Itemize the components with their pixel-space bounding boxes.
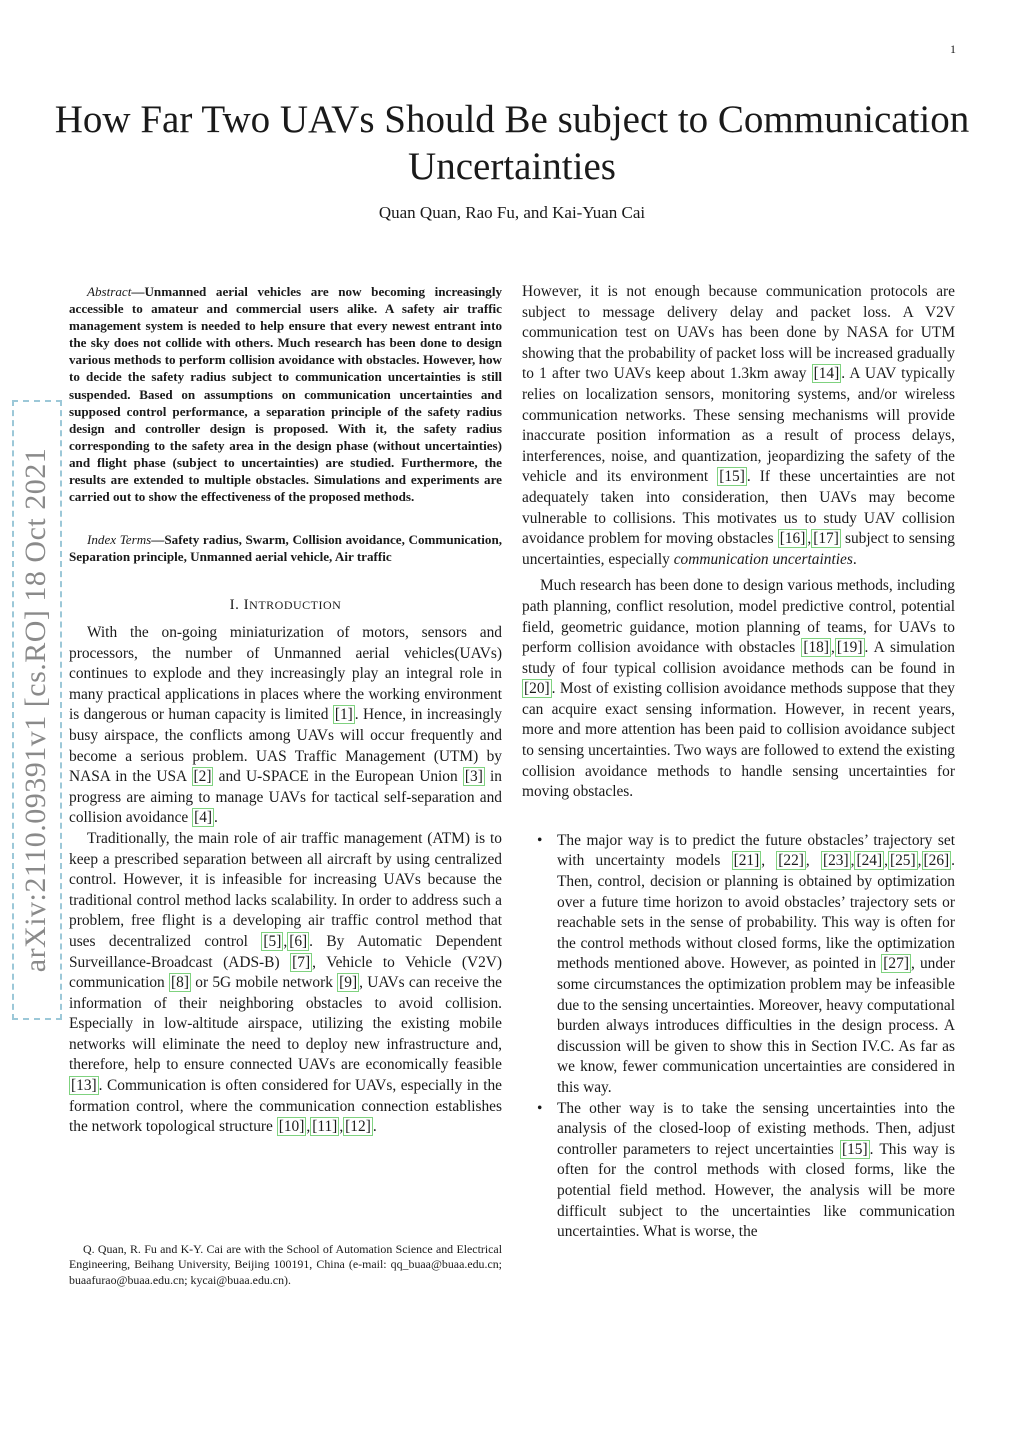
section-heading-introduction [69, 595, 502, 616]
text-run: , under some circumstances the optimization problem may be infeasible due to the sensing uncertainties. Moreover, heavy computational burden always introduces difficulties in the design process. A discussion will be given to show this in Section IV.C. As far as we know, fewer communication uncertainties are considered in this way. [557, 955, 955, 1096]
text-run: , [830, 639, 835, 657]
right-paragraph-1 [522, 282, 955, 570]
text-run: in progress are aiming to manage UAVs for tactical self-separation and collision avoidance [69, 768, 502, 827]
citation-link[interactable]: [23] [822, 852, 849, 870]
citation-link[interactable]: [14] [813, 365, 840, 383]
text-run: . Most of existing collision avoidance methods suppose that they can acquire exact sensing information. However, in recent years, more and more attention has been paid to collision avoidance subject to sensing uncertainties. Two ways are followed to extend the existing collision avoidance methods to handle sensing uncertainties for moving obstacles. [522, 680, 955, 801]
citation-link[interactable]: [8] [171, 974, 189, 992]
text-run: Traditionally, the main role of air traffic management (ATM) is to keep a prescribed separation between all aircraft by using centralized control. However, it is infeasible for increasing UAVs because the traditional control method lacks scalability. In order to address such a problem, free flight is a developing air traffic control method that uses decentralized control [69, 829, 502, 950]
citation-link[interactable]: [26] [923, 852, 950, 870]
text-run: . [852, 550, 857, 568]
text-run: , [339, 1118, 344, 1136]
text-run: , [850, 852, 855, 870]
citation-link[interactable]: [12] [345, 1118, 371, 1136]
text-run: . [372, 1118, 377, 1136]
citation-link[interactable]: [21] [733, 852, 760, 870]
text-run: , [917, 852, 922, 870]
text-run: , [807, 530, 812, 548]
text-run: , [761, 852, 777, 870]
text-run: . A simulation study of four typical collision avoidance methods can be found in [522, 639, 955, 677]
text-run: and U-SPACE in the European Union [213, 768, 463, 786]
text-run: . If these uncertainties are not adequately taken into consideration, then UAVs may become vulnerable to collisions. This motivates us to study UAV collision avoidance problem for moving obstacles [522, 468, 955, 548]
citation-link[interactable]: [22] [778, 852, 804, 870]
citation-link[interactable]: [24] [856, 852, 883, 870]
text-run: With the on-going miniaturization of motors, sensors and processors, the number of Unmanned aerial vehicles(UAVs) continues to explode and they increasingly play an integral role in many practical applications in places where the working environment is dangerous or human capacity is limited [69, 624, 502, 724]
author-list: Quan Quan, Rao Fu, and Kai-Yuan Cai [378, 203, 646, 222]
citation-link[interactable]: [1] [334, 706, 353, 724]
author-affiliation-footnote: Q. Quan, R. Fu and K-Y. Cai are with the School of Automation Science and Electrical Engineering, Beihang University, Beijing 100191, China (e-mail: qq_buaa@buaa.edu.cn; buaafurao@buaa.edu.cn; kycai@buaa.edu.cn). [69, 1242, 502, 1287]
emphasis-text: communication uncertainties [673, 550, 853, 568]
list-item [557, 1099, 955, 1243]
citation-link[interactable]: [3] [464, 768, 483, 786]
citation-link[interactable]: [11] [312, 1118, 338, 1136]
text-run: The major way is to predict the future obstacles’ trajectory set with uncertainty models [557, 831, 955, 870]
section-number: I. [229, 597, 244, 614]
citation-link[interactable]: [15] [719, 468, 745, 486]
section-first-letter: I [243, 597, 250, 614]
right-column [522, 282, 955, 1243]
text-run: . A UAV typically relies on localization sensors, monitoring systems, and/or wireless communication networks. These sensing mechanisms will provide inaccurate position information as a result of process delays, interferences, noise, and quantization, jeopardizing the safety of the vehicle and its environment [522, 365, 955, 486]
citation-link[interactable]: [5] [263, 932, 282, 950]
text-run: . Hence, in increasingly busy airspace, the conflicts among UAVs will occur frequently and become a serious problem. UAS Traffic Management (UTM) by NASA in the USA [69, 706, 503, 786]
text-run: , [805, 852, 821, 870]
citation-link[interactable]: [16] [779, 530, 806, 548]
citation-link[interactable]: [17] [813, 530, 839, 548]
page-number: 1 [950, 42, 956, 56]
right-paragraph-2 [522, 576, 955, 803]
text-run: Much research has been done to design various methods, including path planning, conflict resolution, model predictive control, potential field, geometric guidance, motion planning of teams, for UAVs to perform collision avoidance with obstacles [522, 577, 955, 657]
intro-paragraph-2 [69, 829, 502, 1138]
citation-link[interactable]: [27] [883, 955, 909, 973]
citation-link[interactable]: [10] [278, 1118, 305, 1136]
citation-link[interactable]: [9] [339, 974, 358, 992]
citation-link[interactable]: [7] [292, 953, 311, 971]
abstract-label: Abstract [87, 284, 132, 299]
citation-link[interactable]: [2] [193, 768, 212, 786]
left-column [69, 283, 502, 1138]
text-run: . By Automatic Dependent Surveillance-Broadcast (ADS-B) [69, 932, 503, 971]
bullet-list [522, 831, 955, 1243]
text-run: . This way is often for the control methods with closed forms, like the potential field method. However, the analysis will be more difficult subject to the uncertainties like communication uncertainties. What is worse, the [557, 1140, 955, 1241]
section-title-rest: NTRODUCTION [249, 598, 342, 613]
abstract-text: —Unmanned aerial vehicles are now becoming increasingly accessible to amateur and commercial users alike. A safety air traffic management system is needed to help ensure that every newest entrant into the sky does not collide with others. Much research has been done to design various methods to perform collision avoidance with obstacles. However, how to decide the safety radius subject to communication uncertainties is still suspended. Based on assumptions on communication uncertainties and supposed control performance, a separation principle of the safety radius design and controller design is proposed. With it, the safety radius corresponding to the safety area in the design phase (without uncertainties) and flight phase (subject to uncertainties) are studied. Furthermore, the results are extended to multiple obstacles. Simulations and experiments are carried out to show the effectiveness of the proposed methods. [69, 284, 502, 505]
text-run: , [884, 852, 888, 870]
intro-paragraph-1 [69, 623, 502, 829]
text-run: . Then, control, decision or planning is obtained by optimization over a future time horizon to avoid obstacles’ trajectory sets or reachable sets in the sense of probability. This way is often for the control methods without closed forms, like the optimization methods mentioned above. However, as pointed in [557, 852, 956, 973]
text-run: , [283, 932, 288, 950]
text-run: or 5G mobile network [190, 974, 338, 992]
text-run: . Communication is often considered for UAVs, especially in the formation control, where the communication connection establishes the network topological structure [69, 1077, 502, 1136]
arxiv-identifier: arXiv:2110.09391v1 [cs.RO] 18 Oct 2021 [12, 400, 62, 1020]
citation-link[interactable]: [6] [289, 932, 308, 950]
text-run: . [214, 809, 218, 827]
citation-link[interactable]: [19] [836, 639, 863, 657]
text-run: , Vehicle to Vehicle (V2V) communication [69, 953, 503, 992]
list-item [557, 831, 955, 1099]
abstract [69, 283, 502, 505]
index-terms-label: Index Terms [87, 532, 152, 548]
text-run: , UAVs can receive the information of their neighboring obstacles to avoid collision. Especially in low-altitude airspace, utilizing the existing mobile networks will eliminate the need to deploy new infrastructure and, therefore, help to ensure connected UAVs are economically feasible [69, 974, 503, 1074]
text-run: The other way is to take the sensing uncertainties into the analysis of the closed-loop of existing methods. Then, adjust controller parameters to reject uncertainties [557, 1099, 955, 1158]
citation-link[interactable]: [13] [71, 1077, 97, 1095]
citation-link[interactable]: [25] [889, 852, 916, 870]
index-terms [69, 531, 502, 565]
citation-link[interactable]: [20] [524, 680, 550, 698]
index-terms-text: —Safety radius, Swarm, Collision avoidance, Communication, Separation principle, Unmanned aerial vehicle, Air traffic [69, 532, 503, 565]
citation-link[interactable]: [18] [803, 639, 829, 657]
paper-title: How Far Two UAVs Should Be subject to Communication Uncertainties [54, 98, 970, 188]
citation-link[interactable]: [4] [194, 809, 213, 827]
citation-link[interactable]: [15] [841, 1140, 868, 1158]
text-run: , [306, 1118, 311, 1136]
text-run: subject to sensing uncertainties, especially [522, 530, 955, 568]
text-run: However, it is not enough because communication protocols are subject to message delivery delay and packet loss. A V2V communication test on UAVs has been done by NASA for UTM showing that the probability of packet loss will be increased gradually to 1 after two UAVs keep about 1.3km away [522, 283, 955, 383]
